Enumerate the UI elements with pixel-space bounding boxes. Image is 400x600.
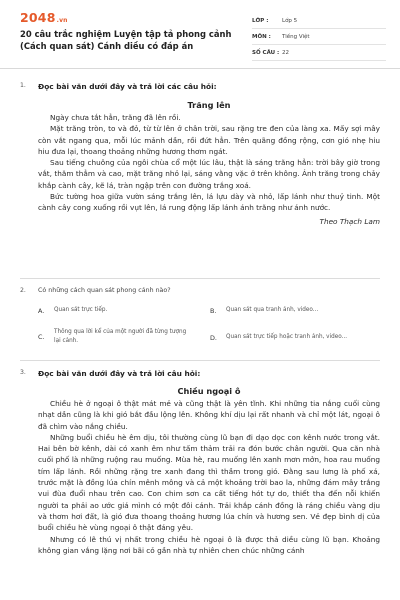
- meta-row-subject: [252, 29, 386, 45]
- option-letter: B.: [210, 306, 217, 315]
- question-header: [0, 82, 400, 91]
- option-letter: D.: [210, 333, 217, 342]
- option-c[interactable]: [38, 328, 208, 346]
- option-b[interactable]: [210, 306, 380, 315]
- meta-value: 22: [282, 49, 289, 56]
- meta-label: SỐ CÂU :: [252, 49, 280, 56]
- passage-paragraph: Nhưng có lẽ thú vị nhất trong chiều hè ngoại ô là được thả diều cùng lũ bạn. Khoảng không gian vắng lặng nơi bãi cỏ gần nhà tự nhiên chen chúc những cánh: [38, 534, 380, 555]
- passage-paragraph: Những buổi chiều hè êm dịu, tôi thường cùng lũ bạn đi dạo dọc con kênh nước trong vắt. Hai bên bờ kênh, dài có xanh êm như tấm thảm trải ra đón bước chân người. Qua căn nhà cuối phố là những ruộng rau muống. Mùa hè, rau muống lên xanh mơn mởn, hoa rau muống tím lấp lánh. Rồi những rặng tre xanh đang thì thầm trong gió. Đằng sau lưng là phố xá, trước mặt là đồng lúa chín mênh mông và cả một khoảng trời bao la, những đám mây trắng vui đùa đuổi nhau trên cao. Con chim sơn ca cất tiếng hót tự do, thiết tha đến nỗi khiến người ta phải ao ước giá mình có một đôi cánh. Trải khắp cánh đồng là ráng chiều vàng dịu và thơm hơi đất, là gió đưa thoang thoảng hương lúa chín và hương sen. Vẻ đẹp bình dị của buổi chiều hè vùng ngoại ô thật đáng yêu.: [38, 432, 380, 533]
- passage-paragraph: Sau tiếng chuông của ngôi chùa cổ một lúc lâu, thật là sáng trăng hẳn: trời bây giờ trong vắt, thăm thẳm và cao, mặt trăng nhỏ lại, sáng vằng vặc ở trên không. Ánh trăng trong chảy khắp cành cây, kẽ lá, tràn ngập trên con đường trắng xoá.: [38, 158, 380, 190]
- question-prompt: Đọc bài văn dưới đây và trả lời câu hỏi:: [38, 369, 201, 378]
- logo-text: 2048: [20, 10, 56, 25]
- header: [0, 0, 400, 69]
- document-title: 20 câu trắc nghiệm Luyện tập tả phong cảnh (Cách quan sát) Cánh diều có đáp án: [20, 29, 232, 51]
- passage-title: Trăng lên: [187, 100, 231, 110]
- question-header: [0, 369, 400, 378]
- meta-value: Lớp 5: [282, 17, 298, 24]
- passage-paragraph: Chiều hè ở ngoại ô thật mát mẻ và cũng thật là yên tĩnh. Khi những tia nắng cuối cùng nhạt dần cũng là khi gió bắt đầu lộng lên. Không khí dịu lại rất nhanh và chỉ một lát, ngoại ô đã chìm vào nắng chiều.: [38, 399, 380, 431]
- logo-suffix: .vn: [56, 17, 68, 24]
- option-letter: A.: [38, 306, 45, 315]
- passage-title: Chiều ngoại ô: [177, 386, 241, 396]
- question-number: 1.: [20, 82, 26, 89]
- option-d[interactable]: [210, 333, 380, 342]
- question-3: [0, 369, 400, 556]
- passage: [0, 112, 400, 226]
- passage-author: Theo Thạch Lam: [319, 216, 380, 226]
- option-text: Quan sát qua tranh ảnh, video...: [226, 307, 319, 313]
- question-prompt: Đọc bài văn dưới đây và trả lời các câu hỏi:: [38, 82, 217, 91]
- meta-label: LỚP :: [252, 17, 269, 24]
- question-2: [0, 287, 400, 294]
- question-1: [0, 82, 400, 226]
- passage: [0, 398, 400, 556]
- option-text: Quan sát trực tiếp.: [54, 307, 108, 313]
- question-number: 2.: [20, 287, 26, 294]
- meta-table: [252, 13, 386, 61]
- passage-paragraph: Ngày chưa tắt hẳn, trăng đã lên rồi.: [50, 113, 181, 122]
- option-a[interactable]: [38, 306, 208, 315]
- option-text: Thông qua lời kể của một người đã từng tượng lại cảnh.: [54, 329, 187, 344]
- question-number: 3.: [20, 369, 26, 376]
- option-letter: C.: [38, 333, 45, 341]
- divider: [20, 278, 380, 279]
- meta-value: Tiếng Việt: [282, 33, 310, 40]
- meta-row-count: [252, 45, 386, 61]
- question-header: [0, 287, 400, 294]
- passage-paragraph: Mặt trăng tròn, to và đỏ, từ từ lên ở chân trời, sau rặng tre đen của làng xa. Mấy sợi mây còn vắt ngang qua, mỗi lúc mảnh dần, rồi đứt hẳn. Trên quãng đồng rộng, cơn gió nhẹ hiu hiu đưa lại, thoang thoảng những hương thơm ngát.: [38, 124, 380, 156]
- option-text: Quan sát trực tiếp hoặc tranh ảnh, video...: [226, 334, 348, 340]
- divider: [20, 360, 380, 361]
- site-logo[interactable]: [20, 10, 68, 25]
- passage-paragraph: Bức tường hoa giữa vườn sáng trắng lên, lá lựu dày và nhỏ, lấp lánh như thuỷ tinh. Một cành cây cong xuống rồi vụt lên, lá rung động lấp lánh ánh trăng như ánh nước.: [38, 192, 380, 213]
- question-prompt: Có những cách quan sát phong cảnh nào?: [38, 287, 171, 294]
- meta-label: MÔN :: [252, 33, 271, 40]
- meta-row-class: [252, 13, 386, 29]
